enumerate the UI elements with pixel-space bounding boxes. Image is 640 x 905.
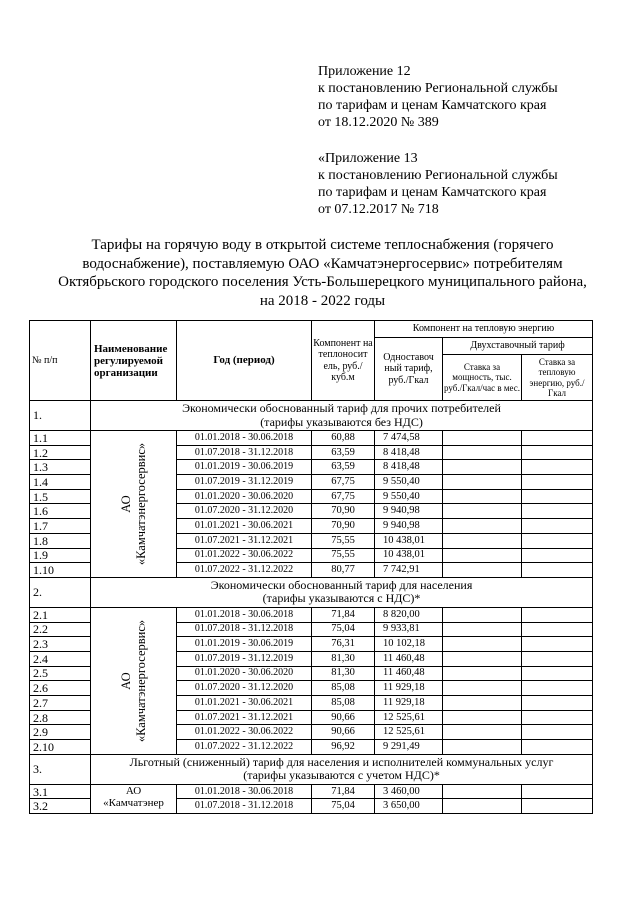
water-component-cell: 81,30 (312, 666, 375, 681)
section-number: 3. (30, 754, 91, 784)
single-rate-cell: 8 418,48 (375, 445, 443, 460)
title-line: Тарифы на горячую воду в открытой системе теплоснабжения (горячего (91, 237, 554, 253)
row-number: 2.7 (30, 696, 91, 711)
single-rate-cell: 12 525,61 (375, 710, 443, 725)
period-cell: 01.07.2018 - 31.12.2018 (177, 445, 312, 460)
row-number: 1.7 (30, 519, 91, 534)
water-component-cell: 70,90 (312, 504, 375, 519)
section-title-line: (тарифы указываются без НДС) (260, 414, 423, 429)
capacity-rate-cell (443, 622, 522, 637)
section-title-line: (тарифы указываются с НДС)* (262, 591, 421, 606)
energy-rate-cell (522, 637, 593, 652)
period-cell: 01.01.2020 - 30.06.2020 (177, 666, 312, 681)
single-rate-cell: 9 940,98 (375, 519, 443, 534)
header-water-component: Компонент на теплоносит ель, руб./куб.м (312, 321, 375, 401)
row-number: 2.2 (30, 622, 91, 637)
title-line: на 2018 - 2022 годы (259, 292, 386, 309)
single-rate-cell: 7 742,91 (375, 563, 443, 578)
water-component-cell: 63,59 (312, 460, 375, 475)
section-title (91, 577, 593, 607)
header-num: № п/п (30, 321, 91, 401)
water-component-cell: 81,30 (312, 651, 375, 666)
appendix-line: по тарифам и ценам Камчатского края (318, 185, 547, 200)
row-number: 2.10 (30, 740, 91, 755)
section-title (91, 401, 593, 431)
organization-name-line: АО (125, 784, 142, 797)
section-title-line: Экономически обоснованный тариф для населения (210, 577, 473, 592)
appendix-block-current (318, 63, 558, 131)
row-number: 1.5 (30, 489, 91, 504)
period-cell: 01.01.2019 - 30.06.2019 (177, 460, 312, 475)
row-number: 1.9 (30, 548, 91, 563)
section-title-line: Льготный (сниженный) тариф для населения и исполнителей коммунальных услуг (129, 754, 554, 769)
capacity-rate-cell (443, 563, 522, 578)
water-component-cell: 67,75 (312, 489, 375, 504)
section-number: 2. (30, 577, 91, 607)
table-row (30, 607, 593, 622)
period-cell: 01.01.2018 - 30.06.2018 (177, 784, 312, 799)
row-number: 1.1 (30, 431, 91, 446)
water-component-cell: 71,84 (312, 607, 375, 622)
period-cell: 01.01.2022 - 30.06.2022 (177, 548, 312, 563)
water-component-cell: 70,90 (312, 519, 375, 534)
period-cell: 01.01.2018 - 30.06.2018 (177, 607, 312, 622)
table-row (30, 431, 593, 446)
document-title (40, 236, 605, 310)
period-cell: 01.01.2021 - 30.06.2021 (177, 519, 312, 534)
appendix-line: от 07.12.2017 № 718 (318, 202, 439, 217)
capacity-rate-cell (443, 710, 522, 725)
header-heat-component: Компонент на тепловую энергию (375, 321, 593, 338)
single-rate-cell: 11 460,48 (375, 651, 443, 666)
period-cell: 01.07.2018 - 31.12.2018 (177, 622, 312, 637)
title-line: Октябрьского городского поселения Усть-Большерецкого муниципального района, (58, 274, 587, 290)
single-rate-cell: 11 929,18 (375, 681, 443, 696)
single-rate-cell: 10 438,01 (375, 548, 443, 563)
section-title-line: Экономически обоснованный тариф для прочих потребителей (182, 401, 501, 415)
appendix-line: к постановлению Региональной службы (318, 168, 558, 183)
period-cell: 01.01.2020 - 30.06.2020 (177, 489, 312, 504)
capacity-rate-cell (443, 489, 522, 504)
capacity-rate-cell (443, 445, 522, 460)
water-component-cell: 85,08 (312, 696, 375, 711)
capacity-rate-cell (443, 519, 522, 534)
water-component-cell: 75,04 (312, 622, 375, 637)
water-component-cell: 67,75 (312, 475, 375, 490)
water-component-cell: 60,88 (312, 431, 375, 446)
water-component-cell: 80,77 (312, 563, 375, 578)
capacity-rate-cell (443, 651, 522, 666)
section-row (30, 577, 593, 607)
water-component-cell: 75,04 (312, 799, 375, 814)
section-number: 1. (30, 401, 91, 431)
water-component-cell: 75,55 (312, 533, 375, 548)
single-rate-cell: 9 291,49 (375, 740, 443, 755)
capacity-rate-cell (443, 725, 522, 740)
energy-rate-cell (522, 784, 593, 799)
row-number: 2.3 (30, 637, 91, 652)
period-cell: 01.07.2021 - 31.12.2021 (177, 710, 312, 725)
energy-rate-cell (522, 445, 593, 460)
energy-rate-cell (522, 431, 593, 446)
appendix-line: от 18.12.2020 № 389 (318, 115, 439, 130)
water-component-cell: 63,59 (312, 445, 375, 460)
appendix-line: «Приложение 13 (318, 151, 418, 166)
row-number: 1.6 (30, 504, 91, 519)
organization-name-line: АО (118, 495, 133, 513)
table-row (30, 784, 593, 799)
appendix-line: Приложение 12 (318, 64, 411, 79)
water-component-cell: 85,08 (312, 681, 375, 696)
capacity-rate-cell (443, 696, 522, 711)
energy-rate-cell (522, 489, 593, 504)
energy-rate-cell (522, 740, 593, 755)
energy-rate-cell (522, 651, 593, 666)
organization-cell (91, 784, 177, 813)
title-line: водоснабжение), поставляемую ОАО «Камчатэнергосервис» потребителям (82, 255, 563, 272)
energy-rate-cell (522, 475, 593, 490)
capacity-rate-cell (443, 431, 522, 446)
energy-rate-cell (522, 504, 593, 519)
capacity-rate-cell (443, 548, 522, 563)
energy-rate-cell (522, 548, 593, 563)
period-cell: 01.07.2020 - 31.12.2020 (177, 504, 312, 519)
header-two-part-rate: Двухставочный тариф (443, 338, 593, 355)
period-cell: 01.01.2018 - 30.06.2018 (177, 431, 312, 446)
period-cell: 01.07.2021 - 31.12.2021 (177, 533, 312, 548)
single-rate-cell: 11 460,48 (375, 666, 443, 681)
water-component-cell: 76,31 (312, 637, 375, 652)
capacity-rate-cell (443, 784, 522, 799)
single-rate-cell: 3 650,00 (375, 799, 443, 814)
organization-name-line: «Камчатэнер (103, 796, 164, 809)
single-rate-cell: 12 525,61 (375, 725, 443, 740)
energy-rate-cell (522, 681, 593, 696)
single-rate-cell: 8 820,00 (375, 607, 443, 622)
water-component-cell: 96,92 (312, 740, 375, 755)
capacity-rate-cell (443, 504, 522, 519)
energy-rate-cell (522, 725, 593, 740)
row-number: 2.4 (30, 651, 91, 666)
energy-rate-cell (522, 563, 593, 578)
capacity-rate-cell (443, 637, 522, 652)
energy-rate-cell (522, 799, 593, 814)
capacity-rate-cell (443, 740, 522, 755)
appendix-line: по тарифам и ценам Камчатского края (318, 98, 547, 113)
capacity-rate-cell (443, 460, 522, 475)
energy-rate-cell (522, 710, 593, 725)
energy-rate-cell (522, 607, 593, 622)
row-number: 2.9 (30, 725, 91, 740)
water-component-cell: 75,55 (312, 548, 375, 563)
period-cell: 01.01.2019 - 30.06.2019 (177, 637, 312, 652)
header-single-rate: Одноставоч ный тариф, руб./Гкал (375, 338, 443, 401)
period-cell: 01.07.2019 - 31.12.2019 (177, 651, 312, 666)
energy-rate-cell (522, 666, 593, 681)
organization-cell (91, 607, 177, 754)
row-number: 2.5 (30, 666, 91, 681)
single-rate-cell: 9 940,98 (375, 504, 443, 519)
row-number: 2.8 (30, 710, 91, 725)
period-cell: 01.07.2019 - 31.12.2019 (177, 475, 312, 490)
organization-name-vertical (119, 443, 149, 565)
energy-rate-cell (522, 460, 593, 475)
single-rate-cell: 7 474,58 (375, 431, 443, 446)
organization-name-line: «Камчатэнергосервис» (133, 619, 148, 742)
single-rate-cell: 9 933,81 (375, 622, 443, 637)
row-number: 1.10 (30, 563, 91, 578)
row-number: 2.6 (30, 681, 91, 696)
header-period: Год (период) (177, 321, 312, 401)
capacity-rate-cell (443, 607, 522, 622)
capacity-rate-cell (443, 666, 522, 681)
section-row (30, 754, 593, 784)
energy-rate-cell (522, 533, 593, 548)
organization-name-vertical (119, 620, 149, 742)
row-number: 2.1 (30, 607, 91, 622)
period-cell: 01.07.2018 - 31.12.2018 (177, 799, 312, 814)
capacity-rate-cell (443, 475, 522, 490)
appendix-line: к постановлению Региональной службы (318, 81, 558, 96)
header-energy-rate: Ставка за тепловую энергию, руб./Гкал (522, 355, 593, 401)
section-title-line: (тарифы указываются с учетом НДС)* (243, 768, 440, 783)
organization-cell (91, 431, 177, 578)
single-rate-cell: 10 438,01 (375, 533, 443, 548)
water-component-cell: 90,66 (312, 710, 375, 725)
header-organization: Наименование регулируемой организации (91, 321, 177, 401)
energy-rate-cell (522, 696, 593, 711)
energy-rate-cell (522, 622, 593, 637)
appendix-block-previous (318, 150, 558, 218)
row-number: 1.4 (30, 475, 91, 490)
period-cell: 01.07.2020 - 31.12.2020 (177, 681, 312, 696)
row-number: 1.8 (30, 533, 91, 548)
organization-name-line: «Камчатэнергосервис» (133, 442, 148, 566)
row-number: 3.2 (30, 799, 91, 814)
single-rate-cell: 11 929,18 (375, 696, 443, 711)
single-rate-cell: 10 102,18 (375, 637, 443, 652)
single-rate-cell: 3 460,00 (375, 784, 443, 799)
capacity-rate-cell (443, 533, 522, 548)
row-number: 3.1 (30, 784, 91, 799)
period-cell: 01.07.2022 - 31.12.2022 (177, 563, 312, 578)
single-rate-cell: 9 550,40 (375, 475, 443, 490)
section-title (91, 754, 593, 784)
period-cell: 01.01.2022 - 30.06.2022 (177, 725, 312, 740)
section-row (30, 401, 593, 431)
header-capacity-rate: Ставка за мощность, тыс. руб./Гкал/час в мес. (443, 355, 522, 401)
tariff-table (29, 320, 593, 814)
energy-rate-cell (522, 519, 593, 534)
capacity-rate-cell (443, 681, 522, 696)
row-number: 1.2 (30, 445, 91, 460)
water-component-cell: 90,66 (312, 725, 375, 740)
row-number: 1.3 (30, 460, 91, 475)
period-cell: 01.01.2021 - 30.06.2021 (177, 696, 312, 711)
period-cell: 01.07.2022 - 31.12.2022 (177, 740, 312, 755)
capacity-rate-cell (443, 799, 522, 814)
single-rate-cell: 9 550,40 (375, 489, 443, 504)
organization-name-line: АО (118, 672, 133, 690)
single-rate-cell: 8 418,48 (375, 460, 443, 475)
water-component-cell: 71,84 (312, 784, 375, 799)
